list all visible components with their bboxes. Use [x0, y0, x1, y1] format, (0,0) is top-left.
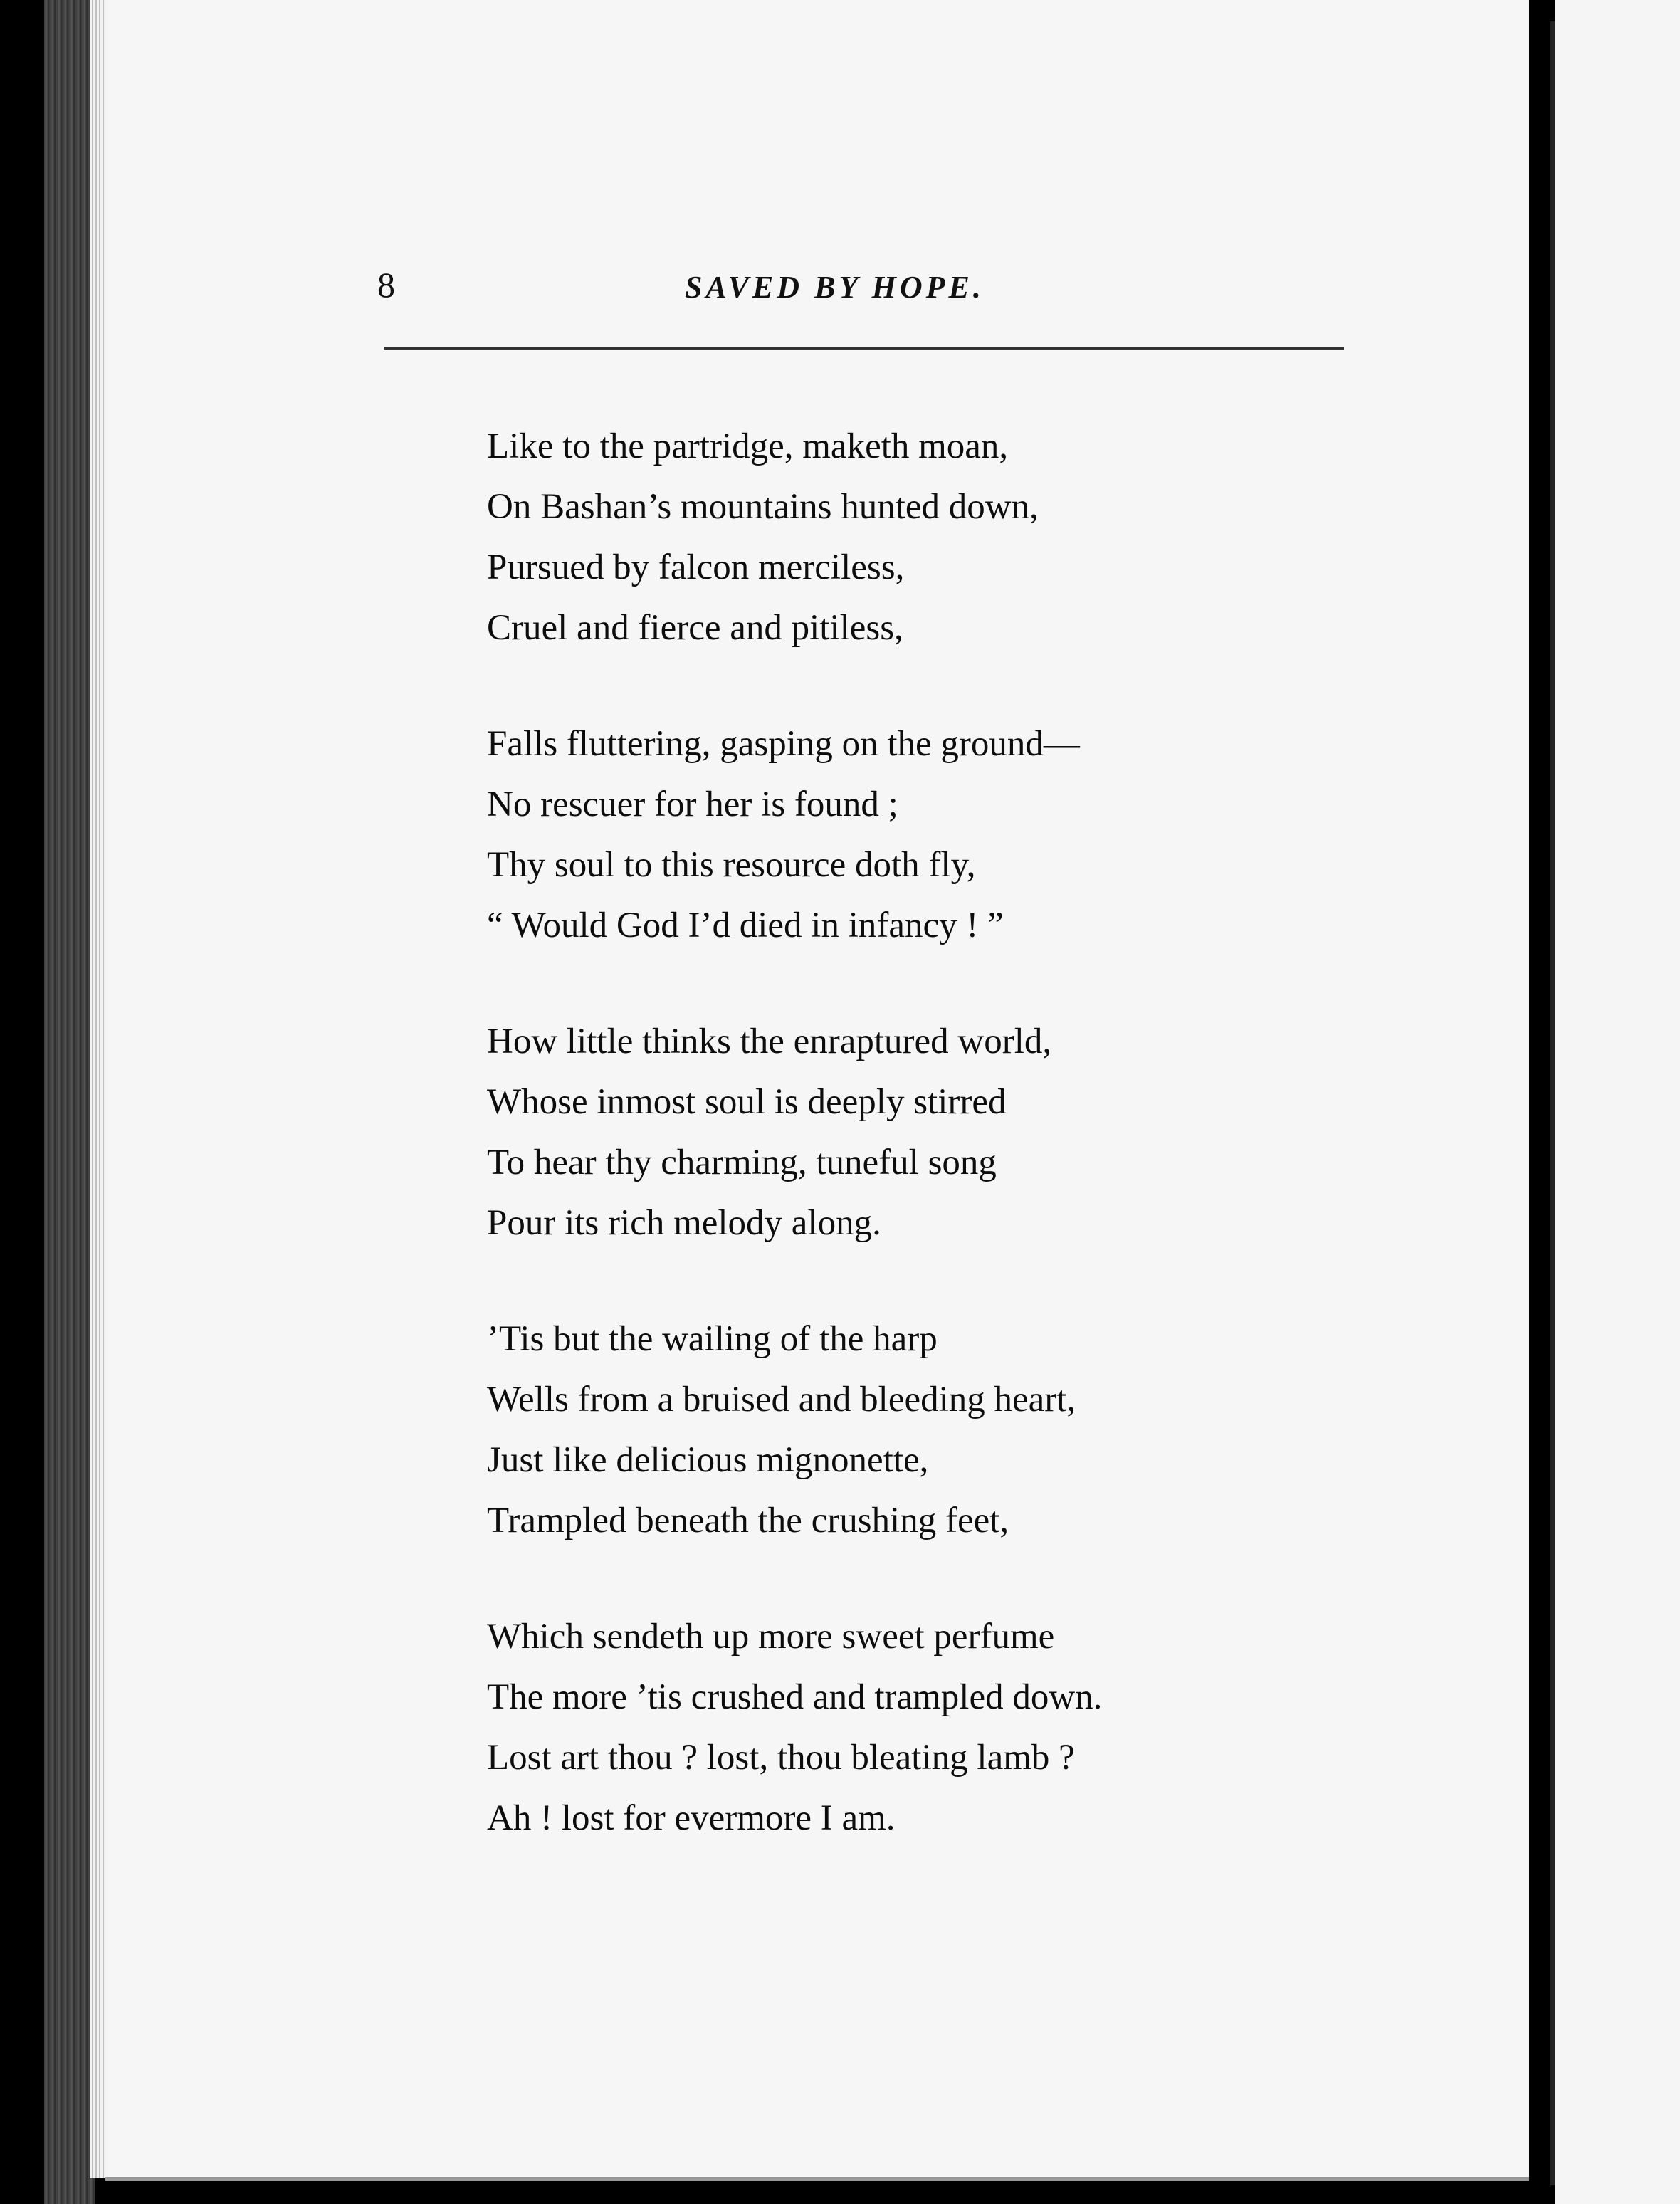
poem-line: Falls fluttering, gasping on the ground— — [487, 724, 1080, 764]
poem-line: Wells from a bruised and bleeding heart, — [487, 1380, 1076, 1420]
running-head — [377, 263, 1360, 313]
stanza — [487, 416, 1355, 658]
poem-line: Pour its rich melody along. — [487, 1203, 881, 1243]
poem-line: Thy soul to this resource doth fly, — [487, 845, 976, 885]
poem-line: No rescuer for her is found ; — [487, 784, 898, 824]
poem-line: Lost art thou ? lost, thou bleating lamb ? — [487, 1738, 1075, 1778]
header-rule — [384, 347, 1344, 350]
running-title: SAVED BY HOPE. — [685, 270, 985, 305]
book-gutter — [1529, 0, 1553, 2204]
poem-line: ’Tis but the wailing of the harp — [487, 1319, 938, 1359]
poem-line: Which sendeth up more sweet perfume — [487, 1617, 1055, 1657]
poem-line: To hear thy charming, tuneful song — [487, 1143, 997, 1182]
poem-line: Cruel and fierce and pitiless, — [487, 608, 903, 648]
page-edges — [90, 0, 105, 2178]
stanza — [487, 1309, 1355, 1551]
poem-line: Pursued by falcon merciless, — [487, 547, 905, 587]
poem-line: Just like delicious mignonette, — [487, 1440, 929, 1480]
book-binding — [44, 0, 95, 2204]
poem-line: Like to the partridge, maketh moan, — [487, 426, 1009, 466]
page-number: 8 — [377, 265, 395, 305]
poem-line: The more ’tis crushed and trampled down. — [487, 1677, 1103, 1717]
poem-line: Trampled beneath the crushing feet, — [487, 1501, 1009, 1541]
stanza — [487, 1607, 1355, 1849]
poem-line: How little thinks the enraptured world, — [487, 1022, 1052, 1061]
stanza — [487, 1012, 1355, 1254]
poem-line: Whose inmost soul is deeply stirred — [487, 1082, 1007, 1122]
poem-line: On Bashan’s mountains hunted down, — [487, 487, 1039, 527]
poem-line: “ Would God I’d died in infancy ! ” — [487, 906, 1004, 945]
poem-line: Ah ! lost for evermore I am. — [487, 1798, 896, 1838]
facing-page-edge — [1555, 0, 1680, 2204]
poem — [487, 416, 1355, 1904]
stanza — [487, 714, 1355, 956]
